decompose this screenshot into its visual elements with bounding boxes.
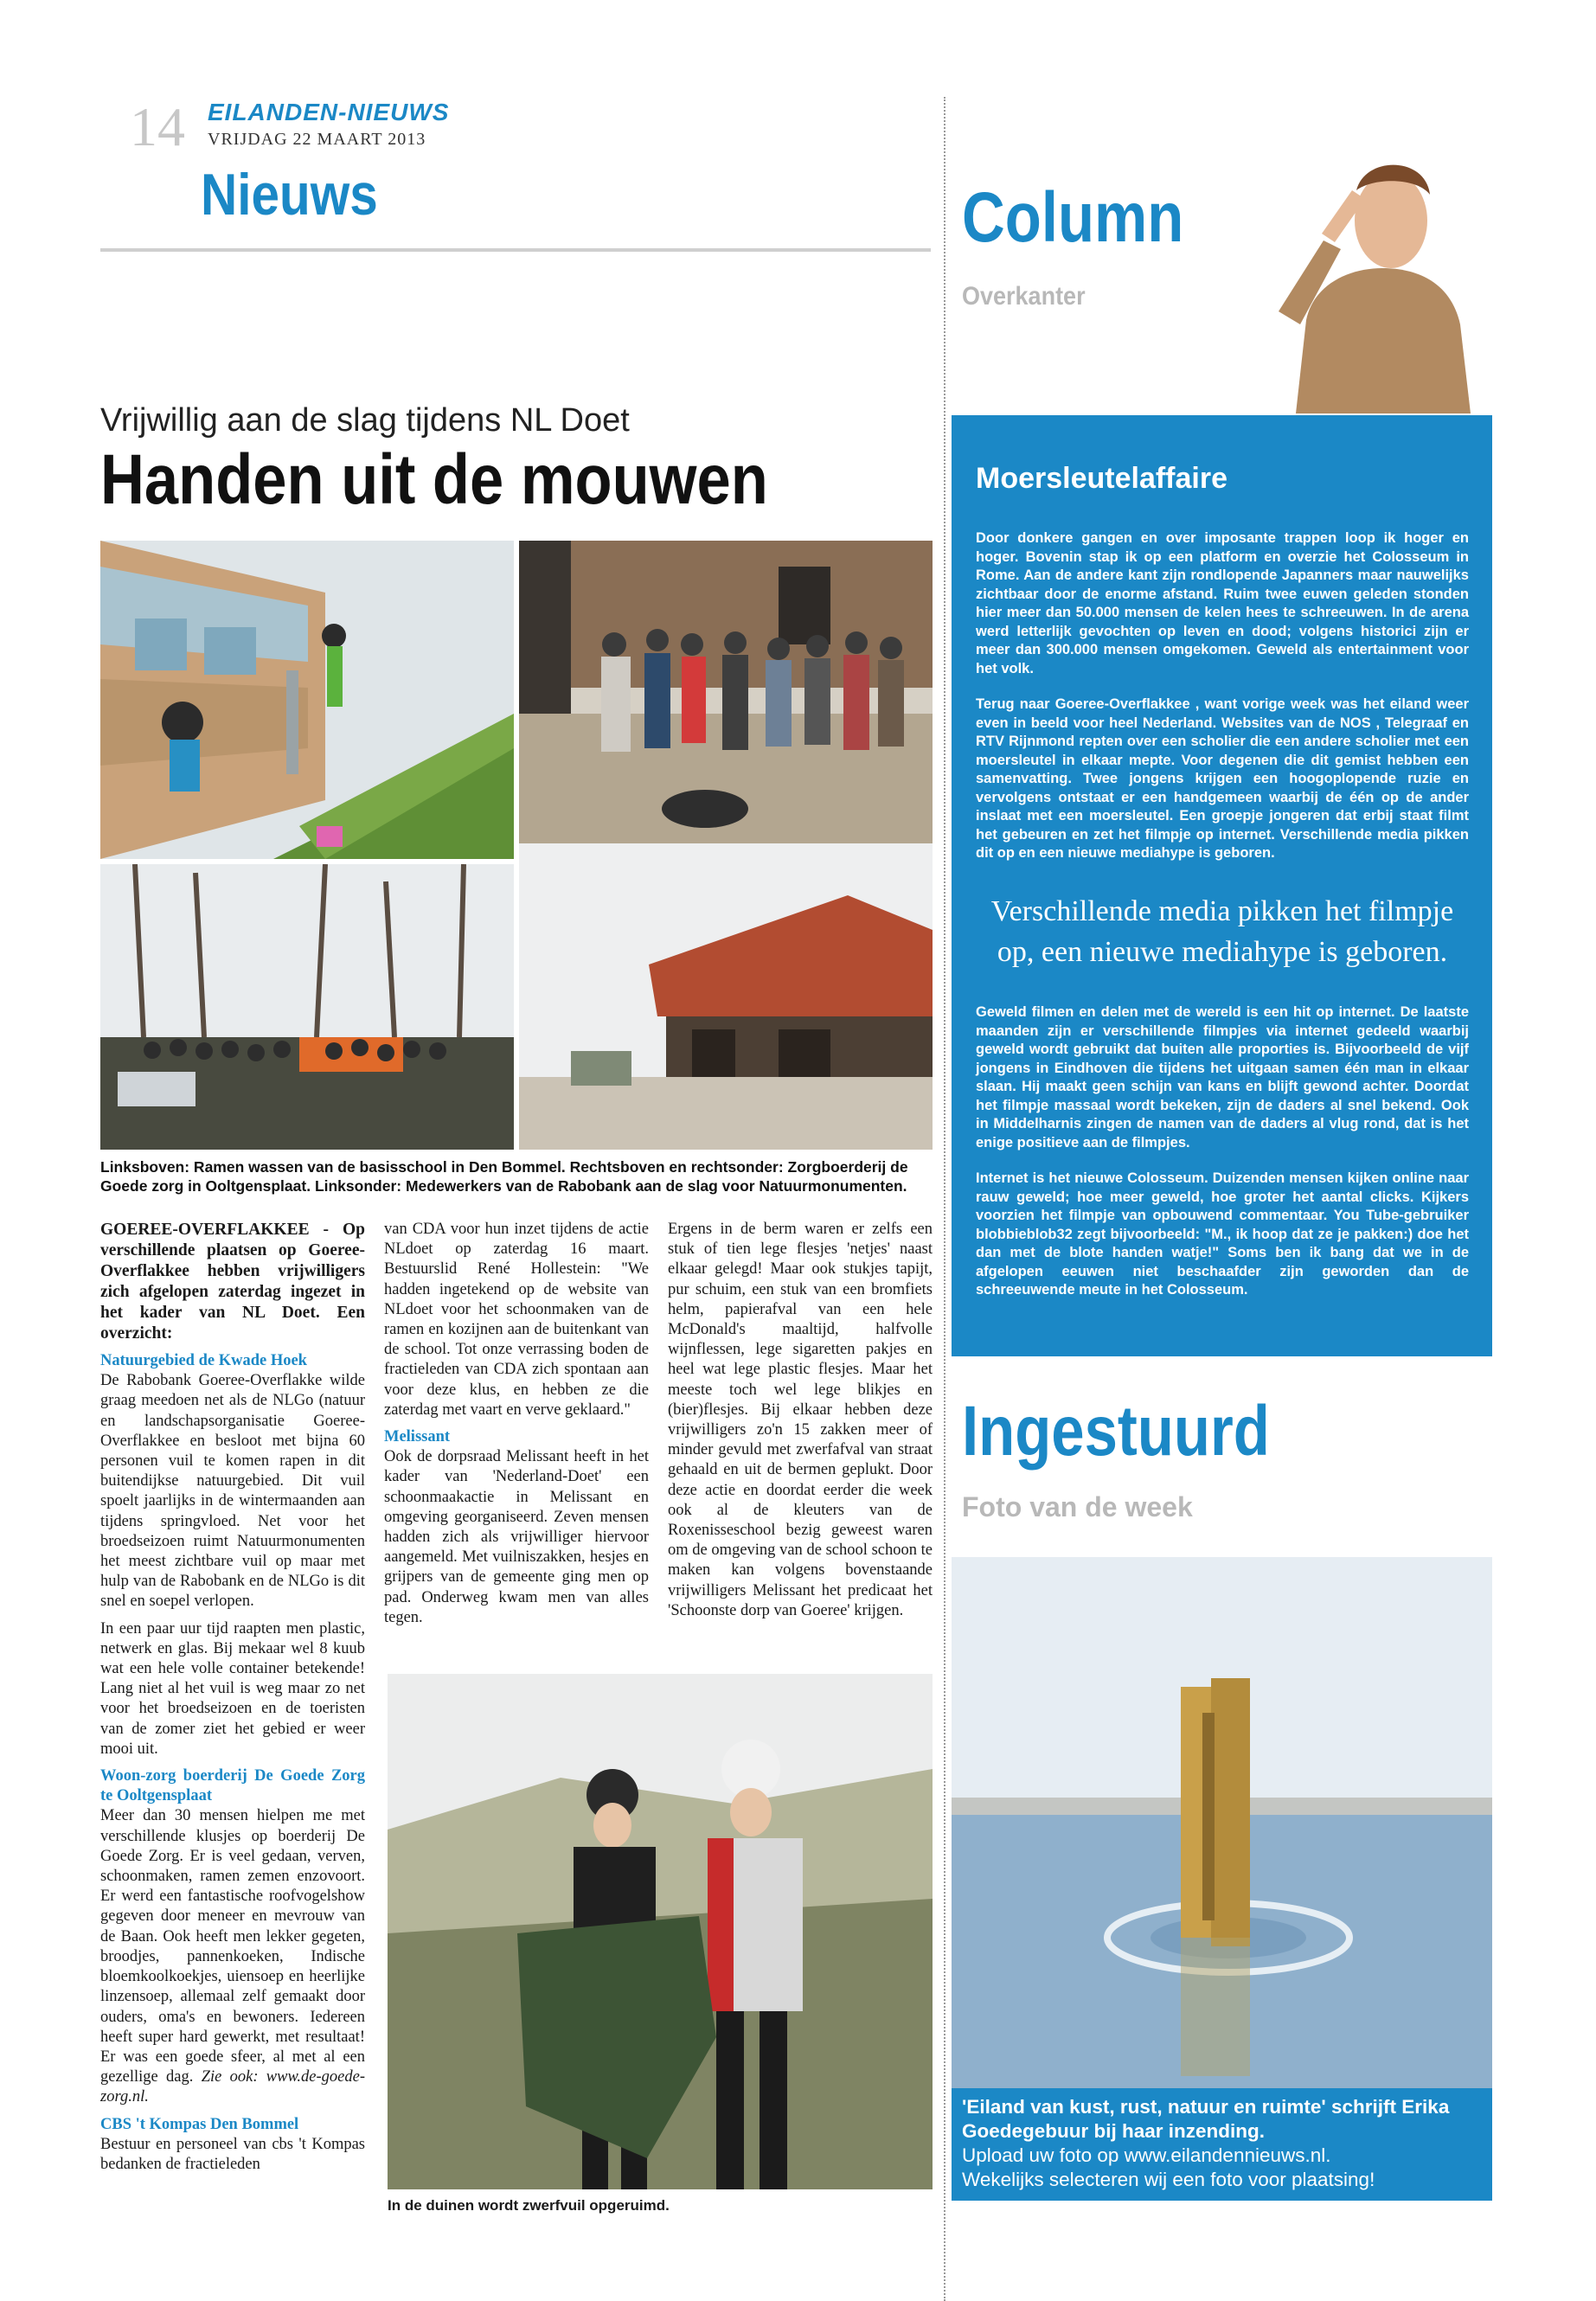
column-paragraph: Internet is het nieuwe Colosseum. Duizenden mensen kijken online naar rauw geweld; hoe meer geweld, hoe groter het aantal clicks. Kijkers voorzien het filmpje van opbouwend commentaar. You Tube-gebruiker blobbieblob32 zegt bijvoorbeeld: "M., ik hoop dat ze je pakken:) doe het dan met de blote handen watje!" Soms ben ik bang dat we in de afgelopen eeuwen niet beschaafder zijn geworden dan de schreeuwende meute in het Colosseum. bbox=[976, 1170, 1469, 1298]
paragraph: van CDA voor hun inzet tijdens de actie NLdoet op zaterdag 16 maart. Bestuurslid René Hollestein: "We hadden ingetekend op de website van NLdoet voor het schoonmaken van de ramen en kozijnen aan de buitenkant van de school. Tot onze verrassing boden de fractieleden van CDA zich spontaan aan voor deze klus, en hebben ze die zaterdag met vaart en verve geklaard." bbox=[384, 1221, 649, 1419]
subheading-goede-zorg: Woon-zorg boerderij De Goede Zorg te Ooltgensplaat bbox=[100, 1767, 365, 1805]
photo-farm-volunteers bbox=[519, 541, 933, 859]
subheading-kwade-hoek: Natuurgebied de Kwade Hoek bbox=[100, 1352, 307, 1369]
subheading-melissant: Melissant bbox=[384, 1428, 451, 1446]
photo-school-windows bbox=[100, 541, 514, 859]
column-box-title: Moersleutelaffaire bbox=[976, 462, 1227, 495]
ingestuurd-title: Ingestuurd bbox=[962, 1392, 1270, 1471]
article-kicker: Vrijwillig aan de slag tijdens NL Doet bbox=[100, 402, 630, 439]
website-reference: Zie ook: www.de-goede-zorg.nl. bbox=[100, 2068, 365, 2106]
pull-quote: Verschillende media pikken het filmpje op, een nieuwe mediahype is geboren. bbox=[990, 895, 1454, 968]
column-title: Column bbox=[962, 178, 1184, 257]
article-column-1 bbox=[100, 1220, 365, 2182]
article-column-2 bbox=[384, 1220, 649, 1635]
page-number: 14 bbox=[130, 96, 185, 157]
photo-of-the-week bbox=[952, 1557, 1492, 2090]
article-intro: GOEREE-OVERFLAKKEE - Op verschillende plaatsen op Goeree-Overflakkee hebben vrijwilligers zich afgelopen zaterdag ingezet in het kader van NL Doet. Een overzicht: bbox=[100, 1221, 365, 1343]
column-paragraph: Terug naar Goeree-Overflakkee , want vorige week was het eiland weer even in beeld voor heel Nederland. Websites van de NOS , Telegraaf en RTV Rijnmond repten over een scholier die een andere scholier met een moersleutel in elkaar mepte. Voor degenen die dit gemist hebben een samenvatting. Twee jongens krijgen een hoogoplopende ruzie en vervolgens ontstaat er een handgemeen waarbij de één op de ander inslaat met een moersleutel. Een groepje jongeren dat erbij staat filmt het gebeuren en zet het filmpje op internet. Verschillende media pikken dit op en een nieuwe mediahype is geboren. bbox=[976, 696, 1469, 861]
photo-barn bbox=[519, 843, 933, 1150]
article-column-3 bbox=[668, 1220, 933, 1628]
paragraph: Ergens in de berm waren er zelfs een stuk of tien lege flesjes 'netjes' naast elkaar gelegd! Maar ook stukjes tapijt, pur schuim, een stuk van een bromfiets helm, papierafval van een hele McDonald's maaltijd, halfvolle wijnflessen, lege sigaretten pakjes en heel wat lege plastic flesjes. Maar het meeste toch wel lege blikjes en (bier)flesjes. Bij elkaar hebben deze vrijwilligers zo'n 15 zakken meer of minder gevuld met zwerfafval van straat gehaald en uit de bermen geplukt. Door deze actie en doordat eerder die week ook al de kleuters van de Roxenisseschool bezig geweest waren om de omgeving van de school schoon te maken kan volgens bovenstaande vrijwilligers Melissant het predicaat het 'Schoonste dorp van Goeree' krijgen. bbox=[668, 1221, 933, 1619]
paragraph: In een paar uur tijd raapten men plastic, netwerk en glas. Bij mekaar wel 8 kuub wat een hele volle container betekende! Lang niet al het vuil is weg maar zo net voor het broedseizoen en de toeristen van de zomer ziet het gebied er weer mooi uit. bbox=[100, 1619, 365, 1758]
column-paragraph: Geweld filmen en delen met de wereld is een hit op internet. De laatste maanden zijn er verschillende filmpjes via internet gedeeld waarbij geweld wordt gebruikt dat buiten alle proporties is. Bijvoorbeeld de vijf jongens in Eindhoven die tijdens het uitgaan samen één man in elkaar slaan. Hij maakt geen schijn van kans en blijft gewond achter. Doordat het filmpje massaal wordt bekeken, zijn de daders al snel bekend. Ook in Middelharnis zingen de namen van de daders al vlug rond, dat is het enige positieve aan de filmpjes. bbox=[976, 1004, 1469, 1150]
paragraph: De Rabobank Goeree-Overflakke wilde graag meedoen net als de NLGo (natuur en landschapsorganisatie Goeree-Overflakkee en besloot met bijna 60 personen vuil te komen rapen in dit buitendijkse natuurgebied. Dit vuil spoelt jaarlijks in de wintermaanden aan tijdens springvloed. Net voor het broedseizoen ruimt Natuurmonumenten het meest zichtbare vuil op maar met hulp van de Rabobank en de NLGo is dit snel en soepel verlopen. bbox=[100, 1372, 365, 1611]
subheading-kompas: CBS 't Kompas Den Bommel bbox=[100, 2115, 299, 2133]
column-subtitle: Overkanter bbox=[962, 282, 1086, 311]
photo-caption: Linksboven: Ramen wassen van de basisschool in Den Bommel. Rechtsboven en rechtsonder: Zorgboerderij de Goede zorg in Ooltgensplaat. Linksonder: Medewerkers van de Rabobank aan de slag voor Natuurmonumenten. bbox=[100, 1158, 908, 1195]
photo-caption-dunes: In de duinen wordt zwerfvuil opgeruimd. bbox=[388, 2197, 670, 2214]
issue-date: VRIJDAG 22 MAART 2013 bbox=[208, 130, 426, 149]
article-headline: Handen uit de mouwen bbox=[100, 440, 768, 519]
paragraph: Ook de dorpsraad Melissant heeft in het kader van 'Nederland-Doet' een schoonmaakactie in Melissant en omgeving georganiseerd. Zeven mensen hadden zich als vrijwilliger hiervoor aangemeld. Met vuilniszakken, hesjes en grijpers van de gemeente ging men op pad. Onderweg kwam men van alles tegen. bbox=[384, 1448, 649, 1626]
ingestuurd-subtitle: Foto van de week bbox=[962, 1491, 1193, 1522]
photo-rabobank-group bbox=[100, 864, 514, 1150]
columnist-photo bbox=[1227, 138, 1505, 413]
photo-dunes-cleanup bbox=[388, 1674, 933, 2189]
paragraph: Bestuur en personeel van cbs 't Kompas bedanken de fractieleden bbox=[100, 2135, 365, 2173]
header-rule bbox=[100, 248, 931, 252]
column-text-bottom bbox=[976, 1003, 1469, 1317]
section-title: Nieuws bbox=[201, 162, 378, 228]
column-text-top bbox=[976, 529, 1469, 881]
ingestuurd-caption-bold: 'Eiland van kust, rust, natuur en ruimte' schrijft Erika Goedegebuur bij haar inzending. bbox=[962, 2096, 1450, 2142]
weekly-selection-note: Wekelijks selecteren wij een foto voor plaatsing! bbox=[962, 2169, 1375, 2190]
column-paragraph: Door donkere gangen en over imposante trappen loop ik hoger en hoger. Bovenin stap ik op een platform en overzie het Colosseum in Rome. Aan de andere kant zijn rondlopende Japanners maar nauwelijks zichtbaar door de enorme afstand. Ruim twee euwen geleden stonden hier meer dan 50.000 mensen de kelen hees te schreeuwen. In de arena werd letterlijk gevochten op leven en dood; volgens historici zijn er meer dan 300.000 mensen omgekomen. Geweld als entertainment voor het volk. bbox=[976, 530, 1469, 676]
column-divider bbox=[944, 97, 945, 2301]
upload-instruction: Upload uw foto op www.eilandennieuws.nl. bbox=[962, 2144, 1331, 2166]
paragraph: Meer dan 30 mensen hielpen me met verschillende klusjes op boerderij De Goede Zorg. Er is veel gedaan, verven, schoonmaken, ramen zemen enzovoort. Er werd een fantastische roofvogelshow gegeven door meneer en mevrouw van de Baan. Ook heeft men lekker gegeten, broodjes, pannenkoeken, Indische bloemkoolkoekjes, uiensoep en heerlijke linzensoep, allemaal zelf gemaakt door ouders, oma's en bewoners. Iedereen heeft super hard gewerkt, met resultaat! Er was een goede sfeer, al met al een gezellige dag. Zie ook: www.de-goede-zorg.nl. bbox=[100, 1807, 365, 2106]
ingestuurd-caption bbox=[962, 2095, 1485, 2192]
masthead-logo: EILANDEN-NIEUWS bbox=[208, 99, 450, 125]
